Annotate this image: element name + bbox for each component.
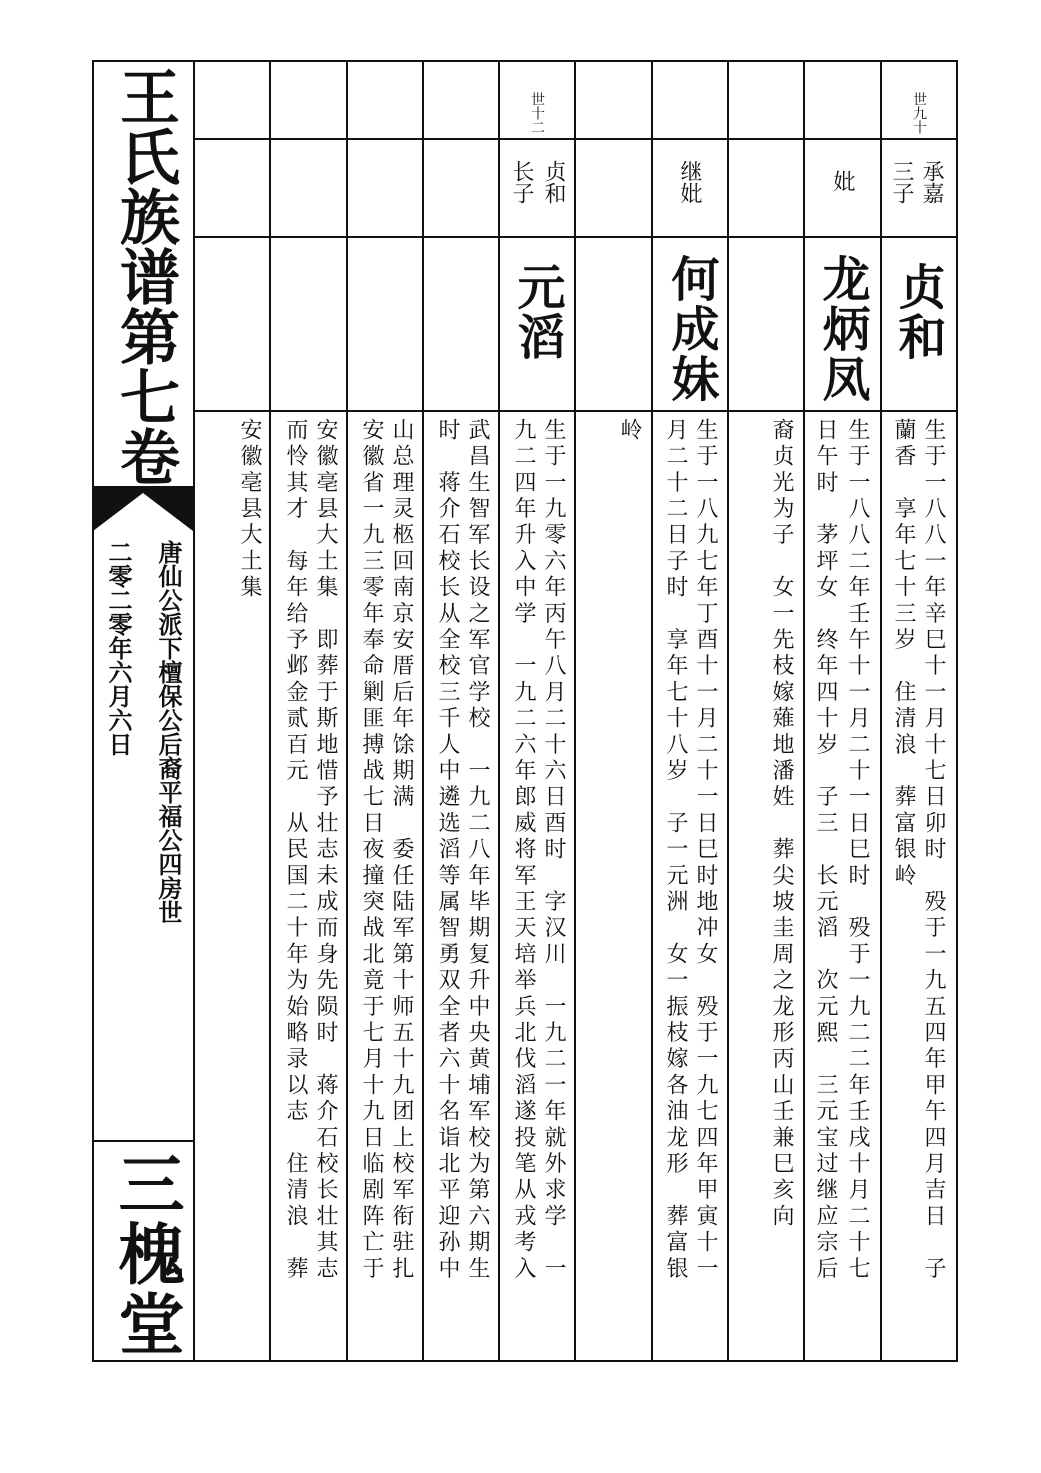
col-rule-7 — [727, 60, 729, 1362]
relation-line: 承嘉 — [919, 160, 944, 204]
col-rule-4 — [498, 60, 500, 1362]
bio-line: 蘭香 享年七十三岁 住清浪 葬富银岭 — [891, 418, 916, 890]
person-name: 元滔 — [509, 262, 565, 362]
generation-label: 世九十 — [911, 92, 927, 134]
bio-line: 武昌生智军长设之军官学校 一九二八年毕期复升中央黄埔军校为第六期生 — [465, 418, 490, 1283]
person-name: 龙炳凤 — [814, 254, 870, 404]
title-column-divider — [193, 60, 195, 1362]
relation-line: 三子 — [889, 160, 914, 204]
bio-line: 时 蒋介石校长从全校三千人中遴选滔等属智勇双全者六十名诣北平迎孙中 — [435, 418, 460, 1283]
bio-line: 生于一八八一年辛巳十一月十七日卯时 殁于一九五四年甲午四月吉日 子 — [921, 418, 946, 1283]
bio-line: 裔贞光为子 女一先枝嫁薙地潘姓 葬尖坡圭周之龙形丙山壬兼巳亥向 — [769, 418, 794, 1231]
bio-line: 日午时 茅坪女 终年四十岁 子三 长元滔 次元熙 三元宝过继应宗后 — [813, 418, 838, 1283]
relation-line: 长子 — [509, 160, 534, 204]
book-date: 二零二零年六月六日 — [104, 540, 133, 756]
col-rule-5 — [574, 60, 576, 1362]
book-title: 王氏族谱第七卷 — [110, 66, 180, 486]
person-name: 贞和 — [890, 262, 946, 362]
col-rule-1 — [269, 60, 271, 1362]
relation-line: 继妣 — [677, 160, 702, 204]
col-rule-9 — [880, 60, 882, 1362]
hall-top-rule — [92, 1140, 194, 1142]
bio-line: 九二四年升入中学 一九二六年郎威将军王天培举兵北伐滔遂投笔从戎考入 — [511, 418, 536, 1283]
relation-line: 贞和 — [541, 160, 566, 204]
col-rule-8 — [803, 60, 805, 1362]
bio-line: 安徽省一九三零年奉命剿匪搏战七日夜撞突战北竟于七月十九日临剧阵亡于 — [359, 418, 384, 1283]
bio-line: 而怜其才 每年给予邺金贰百元 从民国二十年为始略录以志 住清浪 葬 — [283, 418, 308, 1283]
ribbon-mark — [93, 487, 193, 531]
col-rule-2 — [346, 60, 348, 1362]
bio-line: 生于一八八二年壬午十一月二十一日巳时 殁于一九二二年壬戌十月二十七 — [845, 418, 870, 1283]
bio-line: 月二十二日子时 享年七十八岁 子一元洲 女一振枝嫁各油龙形 葬富银 — [663, 418, 688, 1283]
row-rule-generation — [194, 138, 958, 140]
col-rule-6 — [651, 60, 653, 1362]
person-name: 何成妹 — [663, 254, 719, 404]
col-rule-3 — [422, 60, 424, 1362]
relation-line: 妣 — [830, 170, 855, 192]
bio-line: 安徽亳县大土集 — [237, 418, 262, 602]
row-rule-relation — [194, 236, 958, 238]
row-rule-name — [194, 410, 958, 412]
bio-line: 生于一八九七年丁酉十一月二十一日巳时地冲女 殁于一九七四年甲寅十一 — [693, 418, 718, 1283]
bio-line: 山总理灵柩回南京安厝后年馀期满 委任陆军第十师五十九团上校军衔驻扎 — [389, 418, 414, 1283]
generation-label: 世十二 — [529, 92, 545, 134]
book-subtitle: 唐仙公派下檀保公后裔平福公四房世 — [154, 540, 183, 924]
hall-name: 三槐堂 — [107, 1150, 185, 1360]
bio-line: 岭 — [617, 418, 642, 445]
bio-line: 安徽亳县大土集 即葬于斯地惜予壮志未成而身先陨时 蒋介石校长壮其志 — [313, 418, 338, 1283]
bio-line: 生于一九零六年丙午八月二十六日酉时 字汉川 一九二一年就外求学 一 — [541, 418, 566, 1283]
